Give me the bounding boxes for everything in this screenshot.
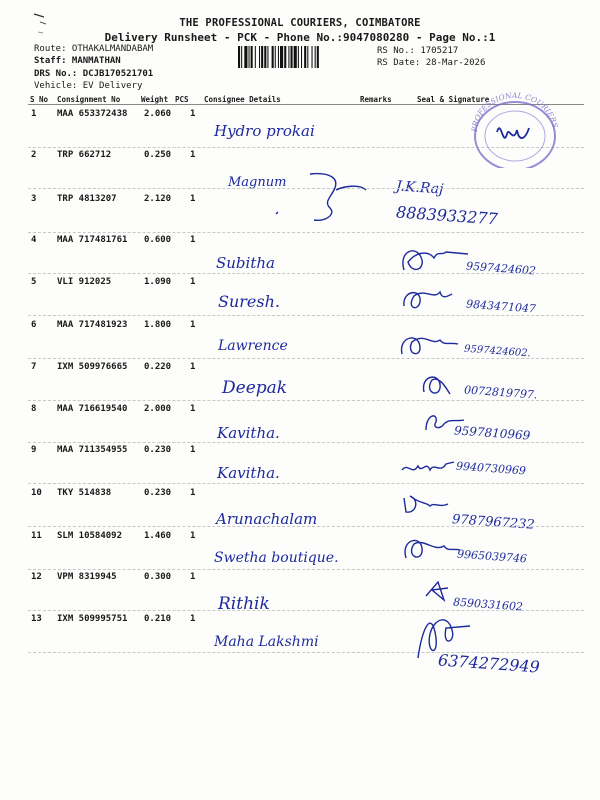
staff-label: Staff: MANMATHAN [34,56,121,66]
row-consignment-no: IXM 509976665 [57,362,128,372]
row-sno: 8 [31,404,37,414]
row-pcs: 1 [190,404,196,414]
col-remarks: Remarks [360,95,392,104]
row-sno: 3 [31,194,37,204]
row-pcs: 1 [190,362,196,372]
row-pcs: 1 [190,320,196,330]
row-consignment-no: VLI 912025 [57,277,112,287]
row-divider [28,652,584,653]
row-consignment-no: MAA 711354955 [57,445,128,455]
row-divider [28,400,584,401]
row-weight: 0.220 [144,362,172,372]
row-weight: 0.250 [144,150,172,160]
row-weight: 0.300 [144,572,172,582]
row-pcs: 1 [190,572,196,582]
row-sno: 12 [31,572,42,582]
signature-scribble [270,168,380,228]
handwritten-phone: 9597810969 [453,423,531,443]
row-divider [28,442,584,443]
row-pcs: 1 [190,445,196,455]
rs-number: RS No.: 1705217 [377,46,459,56]
row-sno: 7 [31,362,37,372]
route-label: Route: OTHAKALMANDABAM [34,44,154,54]
row-consignment-no: VPM 8319945 [57,572,117,582]
row-weight: 2.060 [144,109,172,119]
row-divider [28,315,584,316]
row-consignment-no: TRP 662712 [57,150,112,160]
row-pcs: 1 [190,194,196,204]
row-consignment-no: TRP 4813207 [57,194,117,204]
handwritten-consignee-name: Kavitha. [217,464,280,482]
handwritten-phone: 9965039746 [456,547,528,566]
row-sno: 5 [31,277,37,287]
row-weight: 1.090 [144,277,172,287]
row-sno: 1 [31,109,37,119]
col-consignment: Consignment No [57,95,121,104]
handwritten-consignee-name: Rithik [218,594,270,614]
row-sno: 6 [31,320,37,330]
handwritten-consignee-name: Suresh. [218,292,280,311]
row-consignment-no: IXM 509995751 [57,614,128,624]
row-pcs: 1 [190,235,196,245]
col-consignee: Consignee Details [204,95,281,104]
handwritten-phone: 9940730969 [455,459,527,478]
row-consignment-no: MAA 717481923 [57,320,128,330]
row-divider [28,358,584,359]
handwritten-consignee-name: Kavitha. [217,424,280,442]
col-pcs: PCS [175,95,189,104]
row-sno: 9 [31,445,37,455]
row-weight: 0.230 [144,445,172,455]
handwritten-phone: 9597424602. [463,343,532,360]
handwritten-consignee-name: Swetha boutique. [214,550,339,566]
handwritten-consignee-name: Lawrence [218,338,288,354]
vehicle-label: Vehicle: EV Delivery [34,81,143,91]
row-sno: 11 [31,531,42,541]
row-weight: 0.600 [144,235,172,245]
handwritten-consignee-name: Hydro prokai [214,122,315,140]
row-divider [28,526,584,527]
row-consignment-no: MAA 717481761 [57,235,128,245]
handwritten-phone: 9787967232 [451,512,536,533]
handwritten-consignee-name: Arunachalam [216,510,318,528]
row-sno: 13 [31,614,42,624]
row-pcs: 1 [190,109,196,119]
svg-text:PROFESSIONAL COURIERS: PROFESSIONAL COURIERS [469,90,560,133]
row-sno: 10 [31,488,42,498]
row-consignment-no: SLM 10584092 [57,531,123,541]
row-pcs: 1 [190,488,196,498]
handwritten-phone: J.K.Raj [395,178,444,198]
row-pcs: 1 [190,614,196,624]
row-sno: 2 [31,150,37,160]
row-weight: 0.210 [144,614,172,624]
row-pcs: 1 [190,277,196,287]
row-divider [28,232,584,233]
document-subtitle: Delivery Runsheet - PCK - Phone No.:9047080280 - Page No.:1 [104,31,496,44]
handwritten-consignee-name: Subitha [216,254,275,272]
row-weight: 0.230 [144,488,172,498]
handwritten-phone: 0072819797. [463,383,538,402]
row-divider [28,273,584,274]
barcode [238,46,370,68]
drs-label: DRS No.: DCJB170521701 [34,69,154,79]
company-seal-stamp [455,88,585,168]
row-consignment-no: TKY 514838 [57,488,112,498]
row-sno: 4 [31,235,37,245]
row-weight: 2.120 [144,194,172,204]
row-consignment-no: MAA 653372438 [57,109,128,119]
row-pcs: 1 [190,150,196,160]
document-title: THE PROFESSIONAL COURIERS, COIMBATORE [179,17,421,29]
row-consignment-no: MAA 716619540 [57,404,128,414]
col-seal: Seal & Signature [417,95,490,104]
signature-scribble [412,608,492,668]
handwritten-phone: 9597424602 [465,259,537,278]
row-weight: 1.800 [144,320,172,330]
handwritten-phone: 8883933277 [395,202,499,229]
row-weight: 2.000 [144,404,172,414]
handwritten-phone: 9843471047 [465,297,537,316]
row-pcs: 1 [190,531,196,541]
handwritten-consignee-name: Magnum [228,175,287,190]
row-weight: 1.460 [144,531,172,541]
col-sno: S No [30,95,49,104]
handwritten-consignee-name: Deepak [222,378,288,398]
col-weight: Weight [141,95,169,104]
handwritten-consignee-name: Maha Lakshmi [214,634,319,650]
row-divider [28,569,584,570]
handwritten-phone: 8590331602 [452,595,524,614]
row-divider [28,483,584,484]
rs-date: RS Date: 28-Mar-2026 [377,58,486,68]
handwritten-phone: 6374272949 [437,650,541,677]
